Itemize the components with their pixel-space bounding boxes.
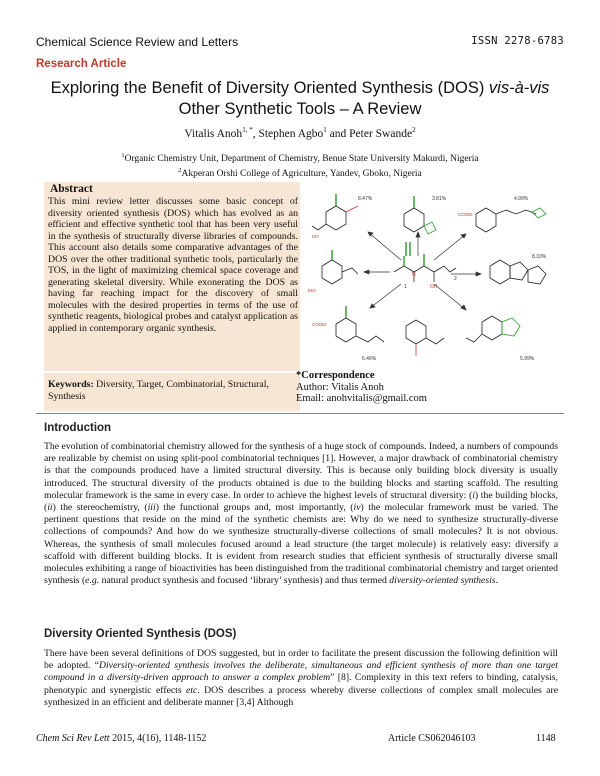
author-2: , Stephen Agbo xyxy=(252,127,324,140)
keywords-label: Keywords: xyxy=(48,379,94,390)
author-3: and Peter Swande xyxy=(326,127,413,140)
section-divider xyxy=(36,413,564,414)
eto-label: EtO xyxy=(308,288,316,293)
yield-6: 5.99% xyxy=(520,356,535,362)
cooet-label-2: COOEt xyxy=(312,322,327,327)
footer-page-number: 1148 xyxy=(536,733,556,744)
introduction-heading: Introduction xyxy=(44,422,112,434)
author-1: Vitalis Anoh xyxy=(184,127,243,140)
author-1-sup: 1, * xyxy=(242,126,253,134)
central-n-label: N xyxy=(412,272,416,278)
correspondence-block xyxy=(296,370,427,405)
author-2-sup: 1 xyxy=(323,126,327,134)
yield-1: 8.47% xyxy=(358,196,373,202)
yield-3: 4.99% xyxy=(514,196,529,202)
affiliation-2: Akperan Orshi College of Agriculture, Yandev, Gboko, Nigeria xyxy=(181,169,422,180)
central-oh-label: OH xyxy=(430,284,438,290)
article-type: Research Article xyxy=(36,58,127,70)
title-line2: Other Synthetic Tools – A Review xyxy=(178,100,422,118)
title-vis-a-vis: vis-à-vis xyxy=(488,79,550,97)
central-num-1: 1 xyxy=(404,284,407,290)
graphical-abstract xyxy=(306,184,552,370)
footer-citation: Chem Sci Rev Lett 2015, 4(16), 1148-1152 xyxy=(36,733,207,744)
abstract-heading: Abstract xyxy=(50,183,93,195)
affiliations: $^1$Organic Chemistry Unit, Department of Chemistry, Benue State University Makurdi, Nigeria $^2$Akperan Orshi College of Agriculture, Yandev, Gboko, Nigeria xyxy=(121,152,479,180)
abstract-text: This mini review letter discusses some basic concept of diversity oriented synthesis (DOS) which has evolved as an efficient and effective synthetic tool that has been very useful in the synthesis of structurally diverse libraries of compounds. This account also details some comparative advantages of the DOS over the other traditional synthetic tools, particularly the TOS, in the light of maximizing chemical space coverage and generating skeletal diversity. While exonerating the DOS as having far reaching impact for the discovery of small molecules with the desired properties in terms of the use of synthetic reagents, biological probes and catalyst application as applied in contemporary organic synthesis. xyxy=(48,196,298,335)
journal-name: Chemical Science Review and Letters xyxy=(36,35,239,49)
dos-paragraph: There have been several definitions of DOS suggested, but in order to facilitate the present discussion the following definition will be adopted. “Diversity-oriented synthesis involves the deliberate, simultaneous and efficient synthesis of more than one target compound in a diversity-driven approach to answer a complex problem” [8]. Complexity in this text refers to binding, catalysis, phenotypic and synergistic effects etc. DOS describes a process whereby diverse collections of complex small molecules are synthesized in an efficient and deliberate manner [3,4] Although xyxy=(44,648,559,708)
issn: ISSN 2278-6783 xyxy=(471,35,564,47)
correspondence-heading: *Correspondence xyxy=(296,370,375,381)
ho-label: HO xyxy=(312,234,319,239)
author-3-sup: 2 xyxy=(412,126,416,134)
correspondence-email[interactable]: Email: anohvitalis@gmail.com xyxy=(296,393,427,404)
title-main: Exploring the Benefit of Diversity Oriented Synthesis (DOS) xyxy=(50,79,485,97)
yield-2: 3.81% xyxy=(432,196,447,202)
correspondence-author: Author: Vitalis Anoh xyxy=(296,381,384,393)
introduction-paragraph: The evolution of combinatorial chemistry allowed for the synthesis of a huge stock of compounds. Indeed, a numbers of compounds are realizable by chemist on using split-pool combinatorial techniques [1]. However, a major drawback of combinatorial chemistry is that the compounds produced have a limited structural diversity. This is because only building block diversity is usually introduced. The structural diversity of the products obtained is due to the building blocks and starting scaffold. The resulting molecular framework is the same in every case. In order to achieve the highest levels of structural diversity: (i) the building blocks, (ii) the stereochemistry, (iii) the functional groups and, most importantly, (iv) the molecular framework must be varied. The pertinent questions that reside on the mind of the synthetic chemists are: Why do we need to synthesize structurally-diverse collections of compounds? And how do we synthesize structurally-diverse collections of small molecules? It is not obvious. Whereas, the synthesis of small molecules focused around a lead structure (the target molecule) is relatively easy: diversify a scaffold with different building blocks. It is evident from research studies that efficient synthesis of structurally diverse small molecules exhibiting a range of bioactivities has been distinguished from the traditional combinatorial chemistry and target oriented synthesis (e.g. natural product synthesis and focused ‘library’ synthesis) and thus termed diversity-oriented synthesis. xyxy=(44,441,558,587)
keywords xyxy=(48,379,296,403)
footer-article-id: Article CS062046103 xyxy=(388,733,476,744)
central-num-2: 2 xyxy=(454,276,457,282)
yield-4: 8.33% xyxy=(532,254,547,260)
yield-5: 6.46% xyxy=(362,356,377,362)
affiliation-1: Organic Chemistry Unit, Department of Chemistry, Benue State University Makurdi, Nigeria xyxy=(124,154,479,165)
paper-title xyxy=(30,78,570,120)
keywords-text: Diversity, Target, Combinatorial, Structural, Synthesis xyxy=(48,379,269,402)
author-list xyxy=(0,126,600,140)
cooet-label-1: COOEt xyxy=(458,212,473,217)
dos-heading: Diversity Oriented Synthesis (DOS) xyxy=(44,628,237,640)
figure-background xyxy=(306,184,552,370)
